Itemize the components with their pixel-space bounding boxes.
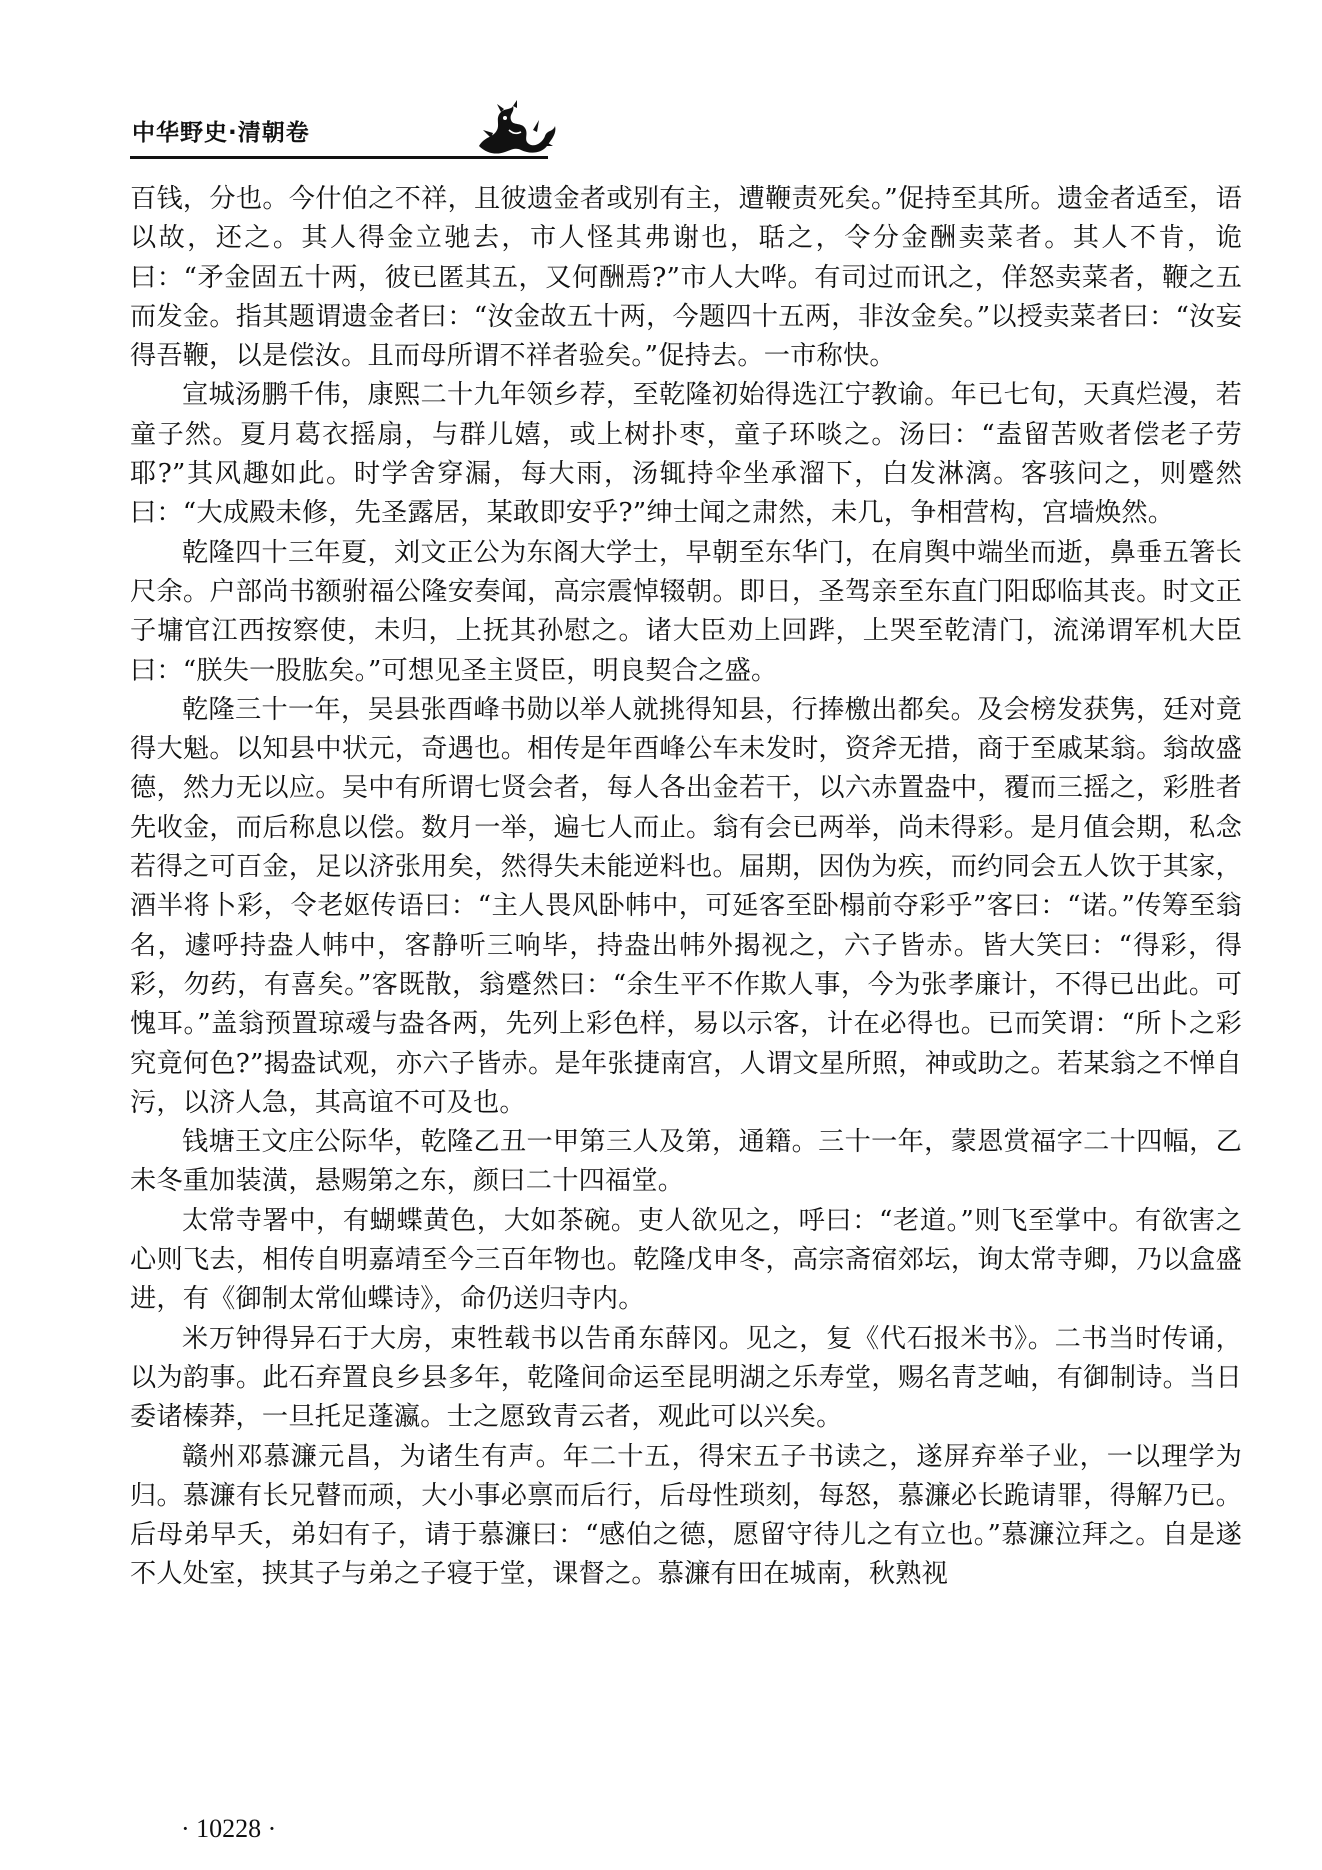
page-number: · 10228 · bbox=[181, 1814, 277, 1843]
paragraph: 太常寺署中，有蝴蝶黄色，大如茶碗。吏人欲见之，呼曰：“老道。”则飞至掌中。有欲害之心则飞去，相传自明嘉靖至今三百年物也。乾隆戊申冬，高宗斋宿郊坛，询太常寺卿，乃以盒盛进，有《御制太常仙蝶诗》，命仍送归寺内。 bbox=[130, 1205, 1242, 1315]
running-header bbox=[130, 100, 1240, 160]
dragon-icon bbox=[473, 100, 559, 156]
paragraph: 百钱，分也。今什伯之不祥，且彼遗金者或别有主，遭鞭责死矣。”促持至其所。遗金者适至，语以故，还之。其人得金立驰去，市人怪其弗谢也，聒之，令分金酬卖菜者。其人不肯，诡曰：“矛金固五十两，彼已匿其五，又何酬焉?”市人大哗。有司过而讯之，佯怒卖菜者，鞭之五而发金。指其题谓遗金者曰：“汝金故五十两，今题四十五两，非汝金矣。”以授卖菜者曰：“汝妄得吾鞭，以是偿汝。且而母所谓不祥者验矣。”促持去。一市称快。 bbox=[130, 184, 1242, 372]
paragraph: 乾隆三十一年，吴县张酉峰书勋以举人就挑得知县，行捧檄出都矣。及会榜发获隽，廷对竟得大魁。以知县中状元，奇遇也。相传是年酉峰公车未发时，资斧无措，商于至戚某翁。翁故盛德，然力无以应。吴中有所谓七贤会者，每人各出金若干，以六赤置盎中，覆而三摇之，彩胜者先收金，而后称息以偿。数月一举，遍七人而止。翁有会已两举，尚未得彩。是月值会期，私念若得之可百金，足以济张用矣，然得失未能逆料也。届期，因伪为疾，而约同会五人饮于其家，酒半将卜彩，令老妪传语曰：“主人畏风卧帏中，可延客至卧榻前夺彩乎”客曰：“诺。”传筹至翁名，遽呼持盎人帏中，客静听三响毕，持盎出帏外揭视之，六子皆赤。皆大笑曰：“得彩，得彩，勿药，有喜矣。”客既散，翁蹙然曰：“余生平不作欺人事，今为张孝廉计，不得已出此。可愧耳。”盖翁预置琼叆与盎各两，先列上彩色样，易以示客，计在必得也。已而笑谓：“所卜之彩究竟何色?”揭盎试观，亦六子皆赤。是年张捷南宫，人谓文星所照，神或助之。若某翁之不惮自污，以济人急，其高谊不可及也。 bbox=[130, 694, 1242, 1118]
paragraph: 赣州邓慕濂元昌，为诸生有声。年二十五，得宋五子书读之，遂屏弃举子业，一以理学为归。慕濂有长兄瞽而顽，大小事必禀而后行，后母性琐刻，每怒，慕濂必长跪请罪，得解乃已。后母弟早夭，弟妇有子，请于慕濂曰：“感伯之德，愿留守待儿之有立也。”慕濂泣拜之。自是遂不人处室，挟其子与弟之子寝于堂，课督之。慕濂有田在城南，秋熟视 bbox=[130, 1441, 1242, 1590]
book-title: 中华野史·清朝卷 bbox=[132, 120, 310, 146]
header-rule bbox=[130, 156, 548, 159]
paragraph: 乾隆四十三年夏，刘文正公为东阁大学士，早朝至东华门，在肩舆中端坐而逝，鼻垂五箸长尺余。户部尚书额驸福公隆安奏闻，高宗震悼辍朝。即日，圣驾亲至东直门阳邸临其丧。时文正子墉官江西按察使，未归，上抚其孙慰之。诸大臣劝上回跸，上哭至乾清门，流涕谓军机大臣曰：“朕失一股肱矣。”可想见圣主贤臣，明良契合之盛。 bbox=[130, 537, 1242, 686]
paragraph: 宣城汤鹏千伟，康熙二十九年领乡荐，至乾隆初始得选江宁教谕。年已七旬，天真烂漫，若童子然。夏月葛衣摇扇，与群儿嬉，或上树扑枣，童子环啖之。汤曰：“盍留苦败者偿老子劳耶?”其风趣如此。时学舍穿漏，每大雨，汤辄持伞坐承溜下，白发淋漓。客骇问之，则蹙然曰：“大成殿未修，先圣露居，某敢即安乎?”绅士闻之肃然，未几，争相营构，宫墙焕然。 bbox=[130, 380, 1242, 529]
paragraph: 钱塘王文庄公际华，乾隆乙丑一甲第三人及第，通籍。三十一年，蒙恩赏福字二十四幅，乙未冬重加装潢，悬赐第之东，颜曰二十四福堂。 bbox=[130, 1127, 1242, 1197]
paragraph: 米万钟得异石于大房，束牲载书以告甬东薛冈。见之，复《代石报米书》。二书当时传诵，以为韵事。此石弃置良乡县多年，乾隆间命运至昆明湖之乐寿堂，赐名青芝岫，有御制诗。当日委诸榛莽，一旦托足蓬瀛。士之愿致青云者，观此可以兴矣。 bbox=[130, 1323, 1242, 1433]
body-text bbox=[130, 180, 1242, 1595]
